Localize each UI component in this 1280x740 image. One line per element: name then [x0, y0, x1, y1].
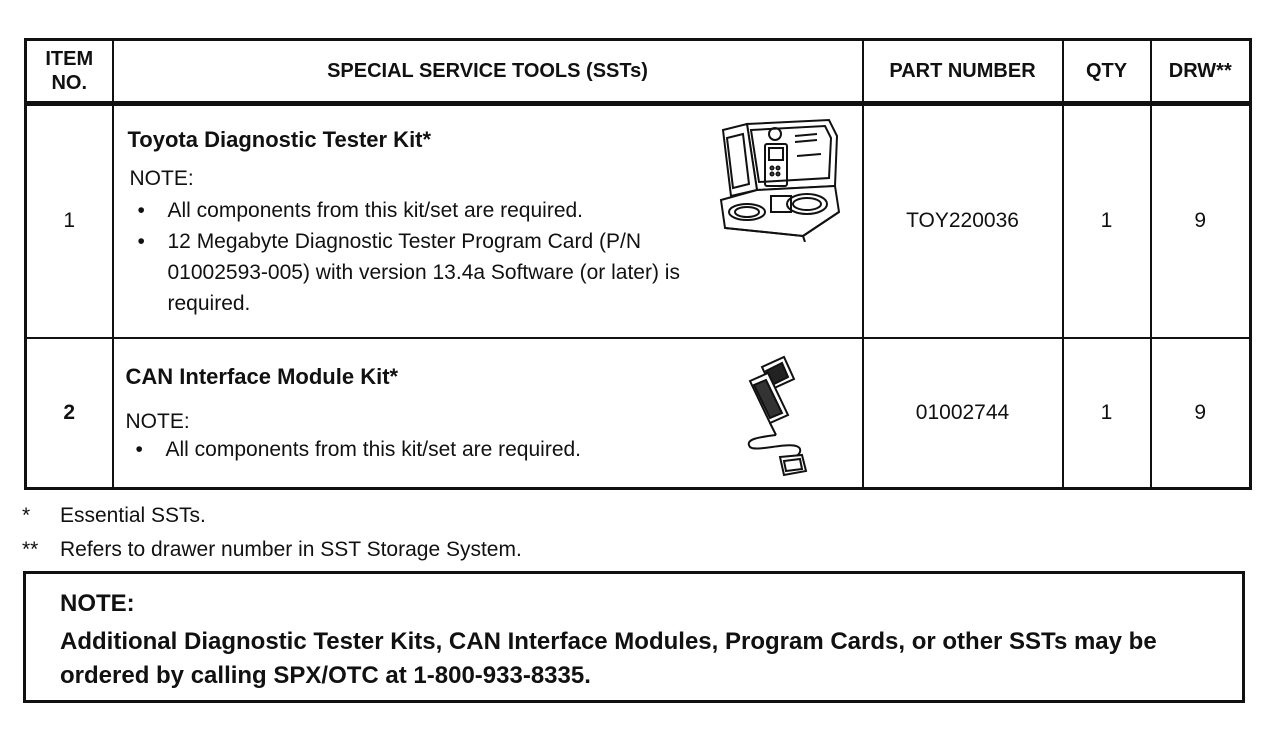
quantity: 1: [1063, 104, 1151, 338]
footnote-text: Refers to drawer number in SST Storage System.: [60, 538, 522, 561]
footnote-mark: **: [22, 538, 39, 561]
note-label: NOTE:: [125, 410, 190, 434]
table-row: [26, 104, 1251, 338]
header-drw: DRW**: [1151, 40, 1251, 104]
header-qty: QTY: [1063, 40, 1151, 104]
item-number: 1: [26, 104, 113, 338]
list-item: • 12 Megabyte Diagnostic Tester Program Card (P/N 01002593-005) with version 13.4a Software (or later) is required.: [137, 230, 680, 316]
tool-title: CAN Interface Module Kit*: [125, 364, 399, 390]
part-number: 01002744: [863, 338, 1063, 489]
sst-table: [24, 38, 1252, 490]
header-part-number: PART NUMBER: [863, 40, 1063, 104]
quantity: 1: [1063, 338, 1151, 489]
note-box-title: NOTE:: [60, 590, 135, 617]
diagnostic-tester-case-icon: [717, 116, 843, 242]
can-interface-module-icon: [740, 353, 820, 479]
header-special-service-tools: SPECIAL SERVICE TOOLS (SSTs): [113, 40, 863, 104]
table-header-row: [26, 40, 1251, 104]
tool-title: Toyota Diagnostic Tester Kit*: [127, 127, 432, 153]
drawer-number: 9: [1151, 338, 1251, 489]
note-box-text: Additional Diagnostic Tester Kits, CAN Interface Modules, Program Cards, or other SSTs may be ordered by calling SPX/OTC at 1-800-933-8335.: [60, 628, 1157, 689]
note-label: NOTE:: [129, 167, 194, 191]
header-item-no: ITEM NO.: [26, 40, 113, 104]
drawer-number: 9: [1151, 104, 1251, 338]
note-box: [23, 571, 1245, 703]
footnote-text: Essential SSTs.: [60, 504, 206, 527]
item-number: 2: [26, 338, 113, 489]
tool-description: [113, 104, 863, 338]
list-item: • All components from this kit/set are required.: [135, 438, 582, 462]
tool-description: [113, 338, 863, 489]
table-row: [26, 338, 1251, 489]
part-number: TOY220036: [863, 104, 1063, 338]
list-item: • All components from this kit/set are required.: [137, 199, 584, 223]
footnote-mark: *: [22, 504, 31, 527]
